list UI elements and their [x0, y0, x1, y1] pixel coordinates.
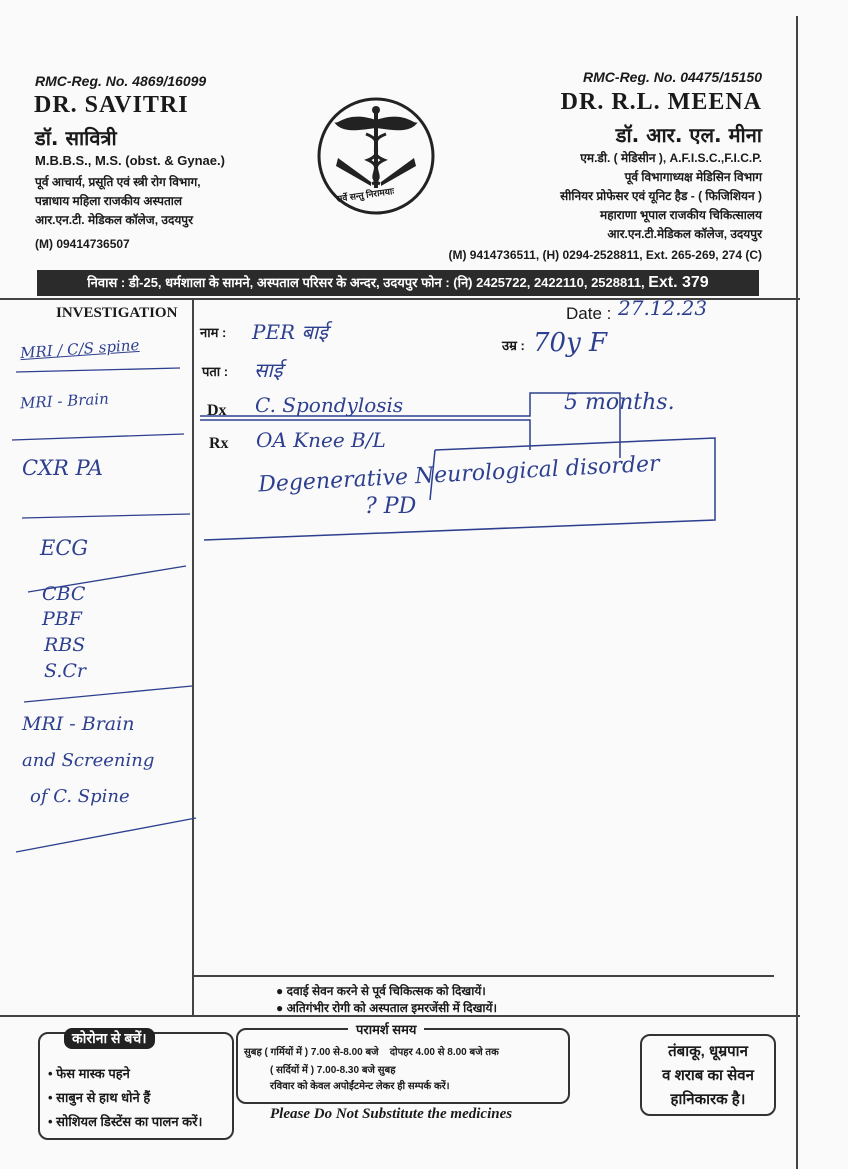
- tobacco-line-1: तंबाकू, धूम्रपान: [668, 1043, 748, 1060]
- right-doctor-line-4: महाराणा भूपाल राजकीय चिकित्सालय: [600, 208, 762, 222]
- corona-box: [38, 1032, 234, 1140]
- inv-item-9: MRI - Brain: [22, 713, 135, 735]
- hand-note-2: ? PD: [365, 494, 417, 519]
- no-substitute-note: Please Do Not Substitute the medicines: [270, 1106, 513, 1122]
- address-label: पता :: [202, 364, 229, 379]
- inv-item-7: RBS: [44, 634, 86, 656]
- notice-top-rule: [192, 975, 774, 977]
- left-doctor-mobile: (M) 09414736507: [35, 237, 130, 251]
- tobacco-box: [640, 1034, 776, 1116]
- age-label: उम्र :: [502, 338, 525, 353]
- notice-1: ● दवाई सेवन करने से पूर्व चिकित्सक को दिखायें।: [276, 984, 486, 998]
- inv-item-3: CXR PA: [22, 456, 103, 480]
- left-doctor-line-2: पन्नाधाय महिला राजकीय अस्पताल: [35, 194, 183, 208]
- consult-box: [236, 1022, 570, 1104]
- page-right-edge: [796, 16, 798, 1169]
- tobacco-line-3: हानिकारक है।: [670, 1091, 746, 1108]
- right-doctor-line-2: पूर्व विभागाध्यक्ष मेडिसिन विभाग: [624, 170, 762, 184]
- left-reg-no: RMC-Reg. No. 4869/16099: [35, 73, 207, 89]
- rx-label: Rx: [209, 435, 229, 452]
- hand-date: 27.12.23: [618, 296, 708, 320]
- address-ext: Ext. 379: [648, 274, 709, 291]
- hand-rx: OA Knee B/L: [256, 428, 386, 452]
- left-doctor-line-1: पूर्व आचार्य, प्रसूति एवं स्त्री रोग विभाग,: [35, 175, 201, 189]
- left-doctor-line-3: आर.एन.टी. मेडिकल कॉलेज, उदयपुर: [35, 213, 194, 227]
- right-doctor-contact: (M) 9414736511, (H) 0294-2528811, Ext. 265-269, 274 (C): [448, 248, 762, 262]
- date-label: Date :: [566, 304, 612, 323]
- left-doctor-degree: M.B.B.S., M.S. (obst. & Gynae.): [35, 153, 225, 168]
- inv-item-10: and Screening: [22, 750, 155, 771]
- tobacco-line-2: व शराब का सेवन: [662, 1067, 754, 1084]
- corona-title: कोरोना से बचें।: [64, 1028, 155, 1049]
- right-doctor-line-5: आर.एन.टी.मेडिकल कॉलेज, उदयपुर: [607, 227, 762, 241]
- investigation-label: INVESTIGATION: [56, 305, 178, 321]
- corona-item-1: • फेस मास्क पहने: [48, 1066, 130, 1081]
- hand-drawn-lines: [190, 290, 730, 550]
- inv-item-1: MRI / C/S spine: [19, 335, 140, 363]
- emblem-motto: सर्वे सन्तु निरामयाः: [335, 185, 395, 204]
- address-text: निवास : डी-25, धर्मशाला के सामने, अस्पताल परिसर के अन्दर, उदयपुर फोन : (नि) 2425722, 2422110, 2528811,: [87, 275, 645, 290]
- right-reg-no: RMC-Reg. No. 04475/15150: [583, 69, 762, 85]
- inv-item-8: S.Cr: [44, 660, 86, 682]
- inv-item-4: ECG: [40, 536, 89, 560]
- investigation-separator-lines: [10, 330, 200, 870]
- left-doctor-name-hindi: डॉ. सावित्री: [35, 126, 117, 150]
- hand-dx: C. Spondylosis: [255, 393, 404, 417]
- hand-age: 70y F: [533, 328, 608, 358]
- dx-label: Dx: [207, 402, 227, 419]
- hand-address: साई: [254, 358, 283, 382]
- consult-line-1: सुबह ( गर्मियों में ) 7.00 से-8.00 बजे दोपहर 4.00 से 8.00 बजे तक: [244, 1047, 499, 1058]
- consult-title: परामर्श समय: [348, 1020, 424, 1038]
- inv-item-11: of C. Spine: [30, 786, 130, 807]
- right-doctor-line-1: एम.डी. ( मेडिसीन ), A.F.I.S.C.,F.I.C.P.: [580, 151, 762, 165]
- consult-line-2: ( सर्दियों में ) 7.00-8.30 बजे सुबह: [270, 1065, 396, 1076]
- consult-line-3: रविवार को केवल अपोईंटमेन्ट लेकर ही सम्पर्क करें।: [270, 1081, 450, 1092]
- inv-item-5: CBC: [42, 583, 86, 605]
- notice-2: ● अतिगंभीर रोगी को अस्पताल इमरजेंसी में दिखायें।: [276, 1001, 498, 1015]
- hand-note-1: Degenerative Neurological disorder: [257, 451, 661, 498]
- left-doctor-name: DR. SAVITRI: [34, 92, 189, 118]
- right-doctor-line-3: सीनियर प्रोफेसर एवं यूनिट हैड - ( फिजिशियन ): [560, 189, 762, 203]
- inv-item-2: MRI - Brain: [19, 389, 110, 413]
- hand-duration: 5 months.: [564, 390, 675, 415]
- inv-item-6: PBF: [42, 608, 82, 630]
- right-doctor-name-hindi: डॉ. आर. एल. मीना: [615, 123, 762, 147]
- corona-item-2: • साबुन से हाथ धोने हैं: [48, 1090, 151, 1105]
- name-label: नाम :: [200, 325, 227, 340]
- corona-item-3: • सोशियल डिस्टेंस का पालन करें।: [48, 1114, 203, 1129]
- hand-name: PER बाई: [252, 320, 328, 344]
- right-doctor-name: DR. R.L. MEENA: [560, 89, 762, 115]
